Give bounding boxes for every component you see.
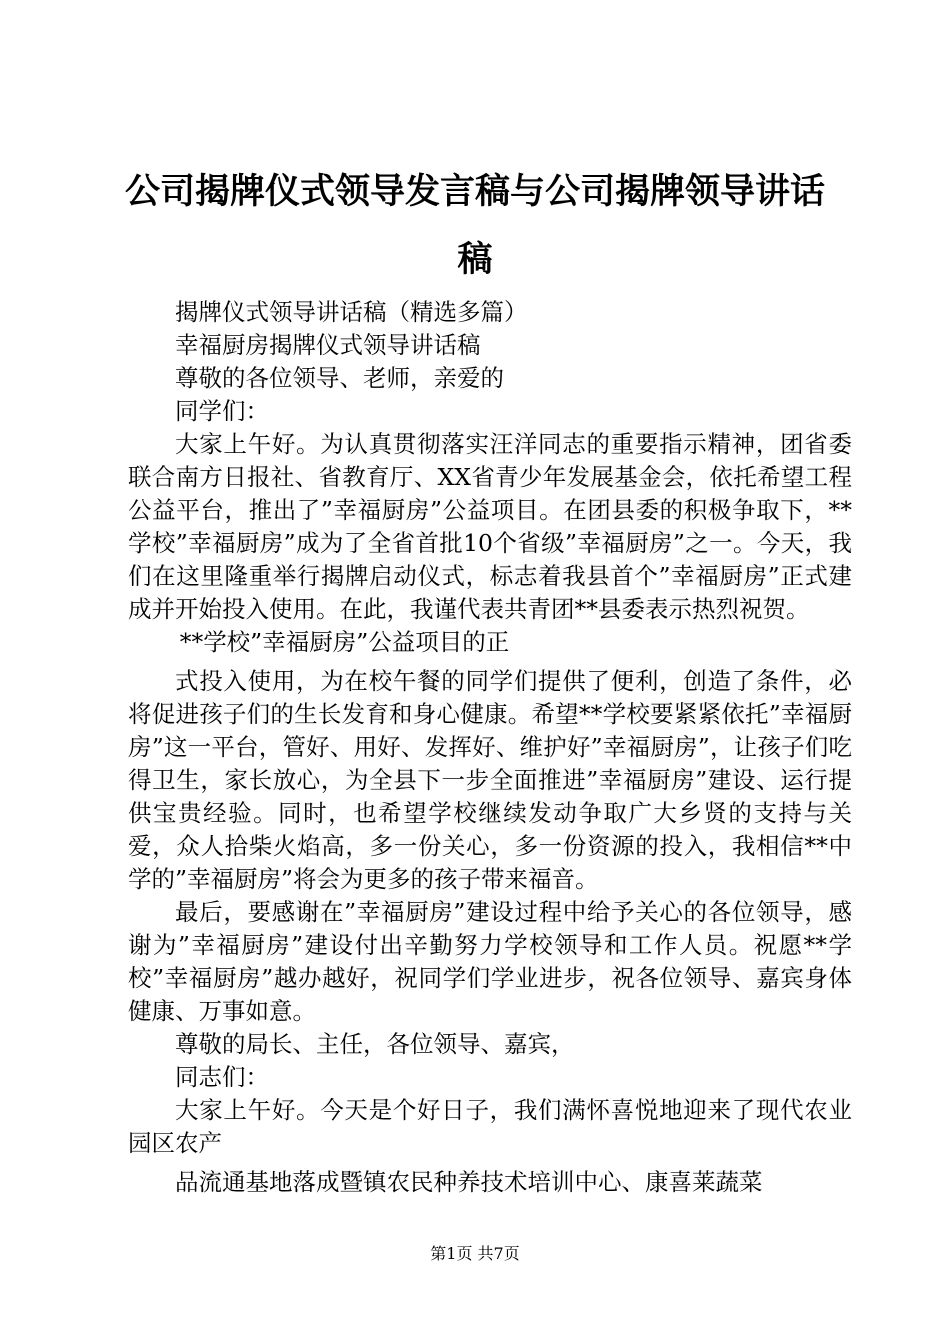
paragraph: 幸福厨房揭牌仪式领导讲话稿 — [175, 331, 481, 359]
paragraph: 尊敬的局长、主任，各位领导、嘉宾， — [175, 1030, 575, 1058]
page-footer: 第1页 共7页 — [430, 1244, 520, 1263]
paragraph: 最后，要感谢在”幸福厨房”建设过程中给予关心的各位领导，感谢为”幸福厨房”建设付出辛勤努力学校领导和工作人员。祝愿**学校”幸福厨房”越办越好，祝同学们学业进步，祝各位领导、嘉宾身体健康、万事如意。 — [128, 898, 852, 1025]
document-body — [128, 296, 852, 1199]
paragraph: **学校”幸福厨房”公益项目的正 — [179, 628, 510, 656]
paragraph: 同学们： — [175, 397, 269, 425]
paragraph: 式投入使用，为在校午餐的同学们提供了便利，创造了条件，必将促进孩子们的生长发育和身心健康。希望**学校要紧紧依托”幸福厨房”这一平台，管好、用好、发挥好、维护好”幸福厨房”，让孩子们吃得卫生，家长放心，为全县下一步全面推进”幸福厨房”建设、运行提供宝贵经验。同时，也希望学校继续发动争取广大乡贤的支持与关爱，众人拾柴火焰高，多一份关心，多一份资源的投入，我相信**中学的”幸福厨房”将会为更多的孩子带来福音。 — [128, 667, 852, 893]
paragraph: 尊敬的各位领导、老师，亲爱的 — [175, 364, 504, 392]
paragraph: 揭牌仪式领导讲话稿（精选多篇） — [175, 298, 528, 326]
paragraph: 同志们： — [175, 1063, 269, 1091]
paragraph: 品流通基地落成暨镇农民种养技术培训中心、康喜莱蔬菜 — [175, 1168, 763, 1196]
paragraph: 大家上午好。今天是个好日子，我们满怀喜悦地迎来了现代农业园区农产 — [128, 1096, 852, 1157]
document-title: 公司揭牌仪式领导发言稿与公司揭牌领导讲话稿 — [124, 171, 825, 280]
paragraph: 大家上午好。为认真贯彻落实汪洋同志的重要指示精神，团省委联合南方日报社、省教育厅、XX省青少年发展基金会，依托希望工程公益平台，推出了”幸福厨房”公益项目。在团县委的积极争取下，**学校”幸福厨房”成为了全省首批10个省级”幸福厨房”之一。今天，我们在这里隆重举行揭牌启动仪式，标志着我县首个”幸福厨房”正式建成并开始投入使用。在此，我谨代表共青团**县委表示热烈祝贺。 — [128, 430, 852, 623]
